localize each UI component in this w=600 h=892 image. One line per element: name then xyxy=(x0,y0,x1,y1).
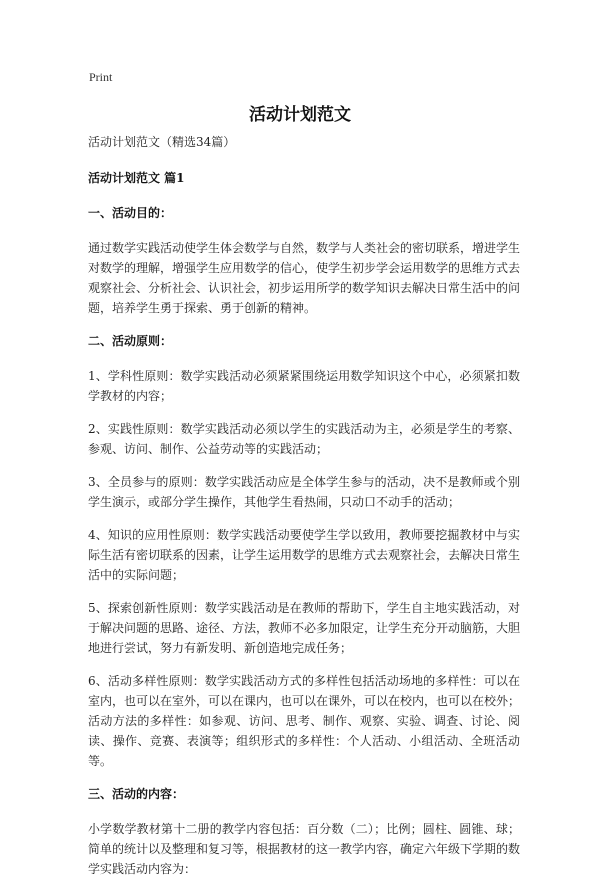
paragraph: 1、学科性原则：数学实践活动必须紧紧围绕运用数学知识这个中心，必须紧扣数学教材的内容； xyxy=(88,369,520,403)
section-heading-content: 三、活动的内容： xyxy=(88,787,185,801)
paragraph: 通过数学实践活动使学生体会数学与自然，数学与人类社会的密切联系，增进学生对数学的理解，增强学生应用数学的信心，使学生初步学会运用数学的思维方式去观察社会、分析社会、认识社会，初步运用所学的数学知识去解决日常生活中的问题，培养学生勇于探索、勇于创新的精神。 xyxy=(88,241,521,315)
paragraph: 4、知识的应用性原则：数学实践活动要使学生学以致用，教师要挖掘教材中与实际生活有密切联系的因素，让学生运用数学的思维方式去观察社会，去解决日常生活中的实际问题； xyxy=(88,528,521,582)
document-body xyxy=(88,132,520,892)
section-heading-purpose: 一、活动目的： xyxy=(88,206,173,220)
paragraph: 5、探索创新性原则：数学实践活动是在教师的帮助下，学生自主地实践活动，对于解决问题的思路、途径、方法，教师不必多加限定，让学生充分开动脑筋，大胆地进行尝试，努力有新发明、新创造地完成任务； xyxy=(88,601,521,655)
section-heading-principles: 二、活动原则： xyxy=(88,334,173,348)
article-heading: 活动计划范文 篇1 xyxy=(88,171,185,185)
page-title: 活动计划范文 xyxy=(249,105,351,125)
paragraph: 2、实践性原则：数学实践活动必须以学生的实践活动为主，必须是学生的考察、参观、访问、制作、公益劳动等的实践活动； xyxy=(88,422,520,456)
paragraph: 小学数学教材第十二册的教学内容包括：百分数（二）；比例；圆柱、圆锥、球；简单的统计以及整理和复习等，根据教材的这一教学内容，确定六年级下学期的数学实践活动内容为： xyxy=(88,822,521,876)
paragraph: 6、活动多样性原则：数学实践活动方式的多样性包括活动场地的多样性：可以在室内，也可以在室外，可以在课内，也可以在课外，可以在校内，也可以在校外；活动方法的多样性：如参观、访问、思考、制作、观察、实验、调查、讨论、阅读、操作、竞赛、表演等；组织形式的多样性：个人活动、小组活动、全班活动等。 xyxy=(88,674,521,768)
paragraph: 3、全员参与的原则：数学实践活动应是全体学生参与的活动，决不是教师或个别学生演示，或部分学生操作，其他学生看热闹，只动口不动手的活动； xyxy=(88,475,520,509)
print-link[interactable]: Print xyxy=(89,70,113,84)
document-subtitle: 活动计划范文（精选34篇） xyxy=(88,135,236,149)
